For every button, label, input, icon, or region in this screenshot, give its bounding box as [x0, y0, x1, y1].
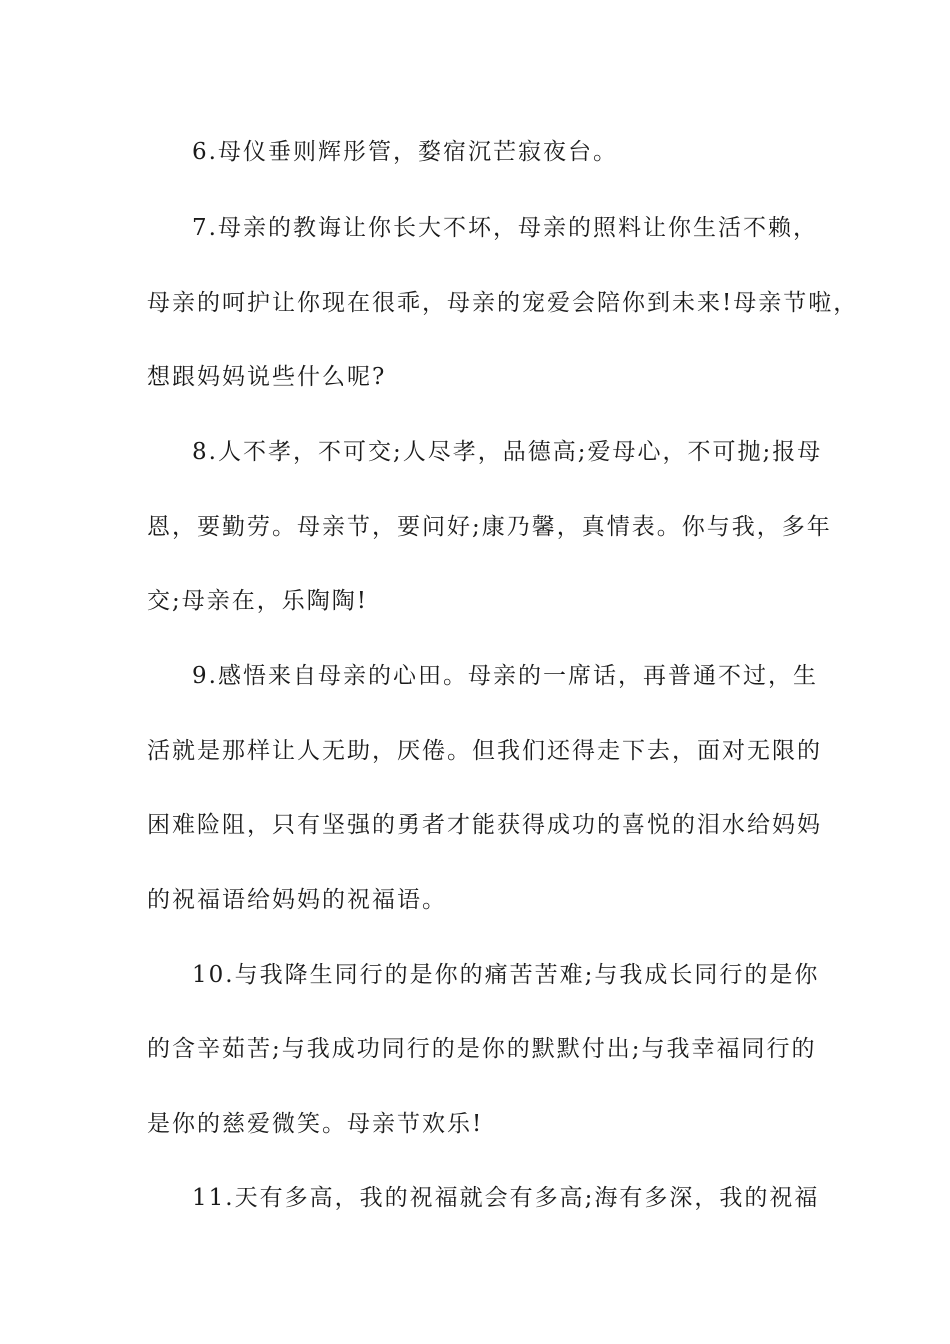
text-line: 7.母亲的教诲让你长大不坏，母亲的照料让你生活不赖，: [192, 215, 818, 241]
text-line: 母亲的呵护让你现在很乖，母亲的宠爱会陪你到未来!母亲节啦，: [147, 290, 859, 316]
text-line: 困难险阻，只有坚强的勇者才能获得成功的喜悦的泪水给妈妈: [147, 812, 822, 838]
text-line: 想跟妈妈说些什么呢?: [147, 364, 387, 390]
text-line: 交;母亲在，乐陶陶!: [147, 588, 368, 614]
text-line: 活就是那样让人无助，厌倦。但我们还得走下去，面对无限的: [147, 738, 822, 764]
text-line: 10.与我降生同行的是你的痛苦苦难;与我成长同行的是你: [192, 962, 820, 988]
text-line: 是你的慈爱微笑。母亲节欢乐!: [147, 1111, 484, 1137]
text-line: 11.天有多高，我的祝福就会有多高;海有多深，我的祝福: [192, 1185, 820, 1211]
text-line: 的祝福语给妈妈的祝福语。: [147, 887, 447, 913]
text-line: 6.母仪垂则辉彤管，婺宿沉芒寂夜台。: [192, 139, 618, 165]
text-line: 9.感悟来自母亲的心田。母亲的一席话，再普通不过，生: [192, 663, 818, 689]
text-line: 的含辛茹苦;与我成功同行的是你的默默付出;与我幸福同行的: [147, 1036, 817, 1062]
text-line: 8.人不孝，不可交;人尽孝，品德高;爱母心，不可抛;报母: [192, 439, 823, 465]
text-line: 恩，要勤劳。母亲节，要问好;康乃馨，真情表。你与我，多年: [147, 514, 832, 540]
